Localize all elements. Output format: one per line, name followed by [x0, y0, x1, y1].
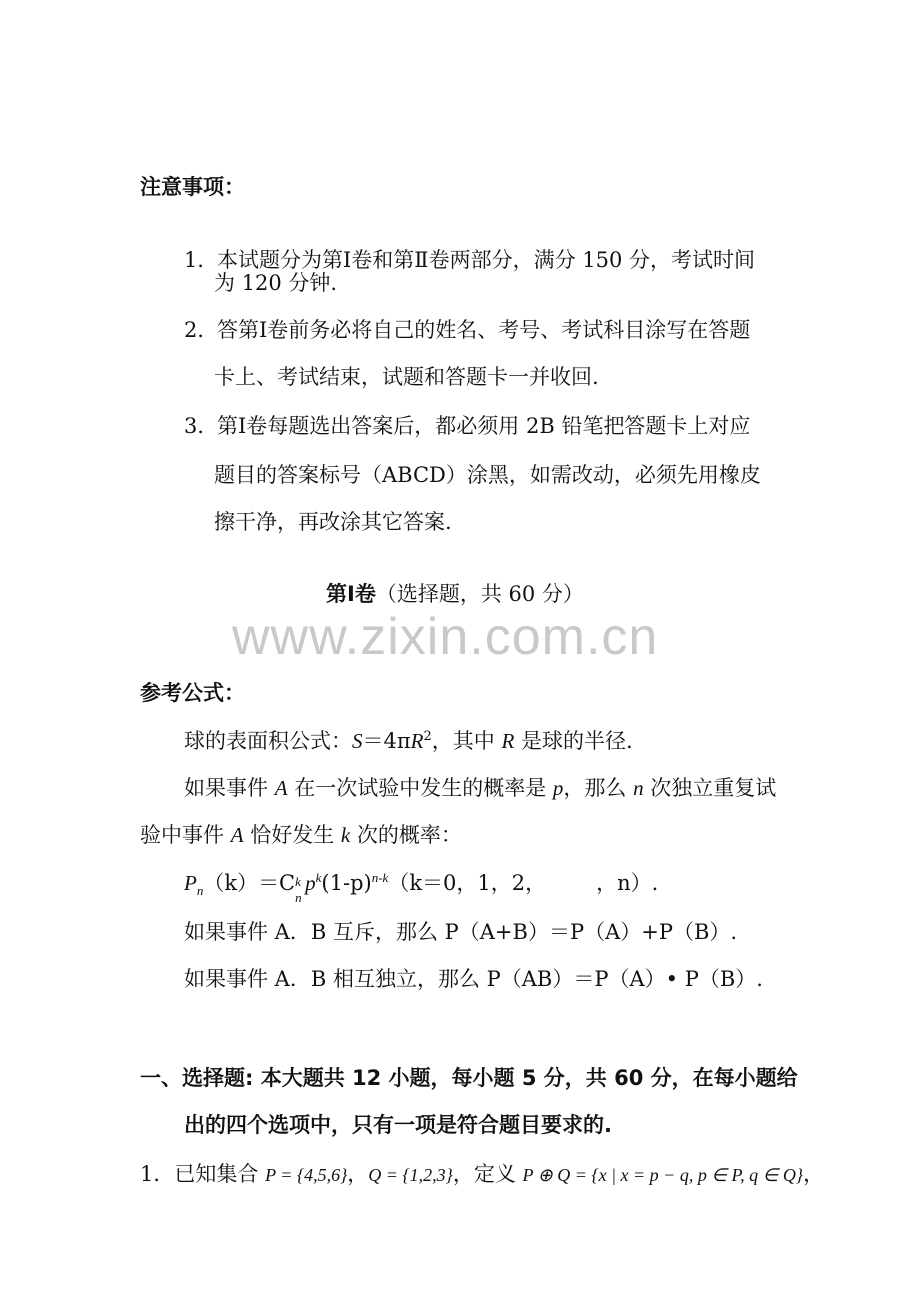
notice-item-2-line1: 答第Ⅰ卷前务必将自己的姓名、考号、考试科目涂写在答题 — [217, 318, 751, 342]
independent-formula: 如果事件 A．B 相互独立，那么 P（AB）＝P（A）• P（B）. — [184, 967, 763, 991]
notice-heading: 注意事项： — [140, 175, 245, 199]
binomial-formula: $P_n(k)=C$ k n $p^k(1-p)^{n-k}(k=0$，1，2， ，n）. — [184, 870, 659, 905]
part-one-title-line2: 出的四个选项中，只有一项是符合题目要求的. — [184, 1113, 612, 1137]
question-1-number: 1． — [140, 1162, 175, 1186]
formulas-heading: 参考公式： — [140, 681, 245, 705]
notice-item-1-line2: 为 120 分钟. — [214, 271, 338, 295]
mutex-formula: 如果事件 A．B 互斥，那么 P（A+B）＝P（A）+P（B）. — [184, 920, 738, 944]
notice-item-1-line1: 本试题分为第Ⅰ卷和第Ⅱ卷两部分，满分 150 分，考试时间 — [217, 248, 755, 272]
sphere-formula: 球的表面积公式：$S=4\pi R^2$，其中 R 是球的半径. — [184, 729, 633, 753]
question-1: 1．已知集合 P = {4,5,6}，Q = {1,2,3}，定义 P ⊕ Q = {x | x = p − q, p ∈ P, q ∈ Q}， — [140, 1162, 825, 1186]
notice-item-3-line1: 第Ⅰ卷每题选出答案后，都必须用 2B 铅笔把答题卡上对应 — [217, 414, 751, 438]
probability-intro-line1: 如果事件 A 在一次试验中发生的概率是 p，那么 n 次独立重复试 — [184, 776, 777, 800]
notice-item-3-number: 3． — [184, 414, 219, 438]
notice-item-2-line2: 卡上、考试结束，试题和答题卡一并收回. — [214, 365, 599, 389]
part-one-title-line1: 一、选择题: 本大题共 12 小题，每小题 5 分，共 60 分，在每小题给 — [140, 1066, 798, 1090]
section-title — [326, 584, 584, 605]
notice-item-3-line2: 题目的答案标号（ABCD）涂黑，如需改动，必须先用橡皮 — [214, 463, 761, 487]
probability-intro-line2: 验中事件 A 恰好发生 k 次的概率： — [140, 823, 462, 847]
notice-item-2-number: 2． — [184, 318, 219, 342]
notice-item-1-number: 1． — [184, 248, 219, 272]
notice-item-3-line3: 擦干净，再改涂其它答案. — [214, 510, 452, 534]
watermark: www.zixin.com.cn — [232, 608, 659, 666]
section-title-rest: （选择题，共 60 分） — [375, 582, 584, 606]
section-title-volume: 第Ⅰ卷 — [326, 582, 376, 606]
